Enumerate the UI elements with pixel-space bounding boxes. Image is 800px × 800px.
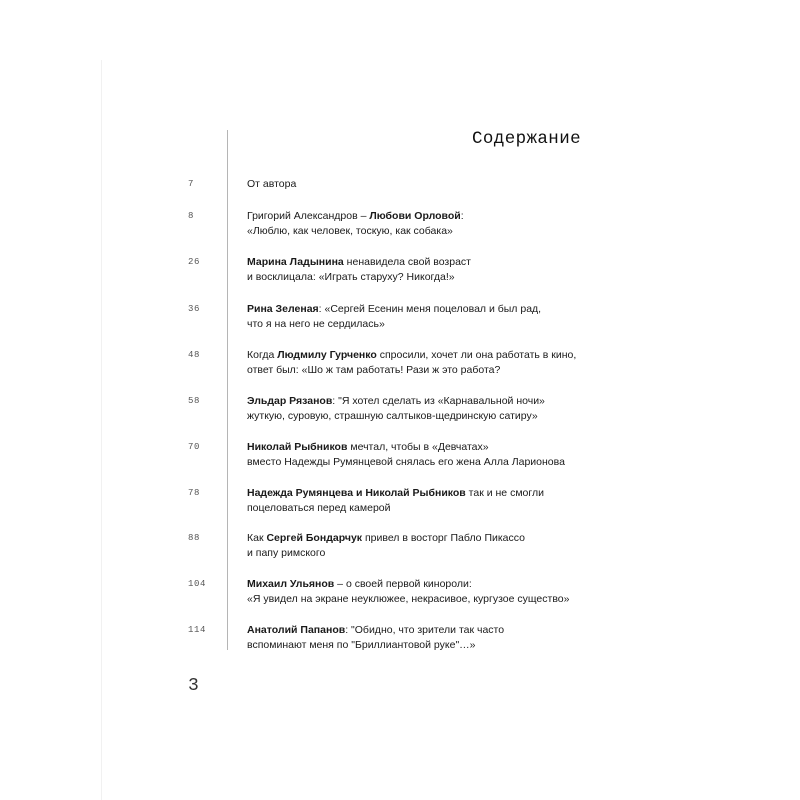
toc-entry-segment: и восклицала: «Играть старуху? Никогда!» xyxy=(247,271,455,283)
toc-entry-line xyxy=(247,440,607,455)
toc-entry-text xyxy=(247,302,607,332)
page-number-folio: 3 xyxy=(188,676,199,696)
toc-entry-line xyxy=(247,486,607,501)
toc-entry-line xyxy=(247,224,607,239)
toc-entry-text xyxy=(247,531,607,561)
toc-entry-segment: мечтал, чтобы в «Девчатах» xyxy=(347,441,489,453)
page-title: Содержание xyxy=(472,129,582,149)
toc-entry-name: Сергей Бондарчук xyxy=(266,532,363,544)
toc-entry-text xyxy=(247,348,607,378)
toc-entry-segment: что я на него не сердилась» xyxy=(247,318,385,330)
toc-page-number: 7 xyxy=(188,179,195,189)
toc-entry-segment: : "Обидно, что зрители так часто xyxy=(345,624,505,636)
toc-entry-segment: спросили, хочет ли она работать в кино, xyxy=(376,349,577,361)
toc-page-number: 48 xyxy=(188,350,201,360)
toc-entry-text xyxy=(247,486,607,516)
toc-entry-segment: «Я увидел на экране неуклюжее, некрасивое, кургузое существо» xyxy=(247,593,570,605)
toc-entry-text xyxy=(247,623,607,653)
toc-entry-line xyxy=(247,363,607,378)
toc-entry-text xyxy=(247,177,607,192)
toc-entry-name: Надежда Румянцева и Николай Рыбников xyxy=(247,487,466,499)
toc-entry-name: Любови Орловой xyxy=(369,210,461,222)
toc-entry-line xyxy=(247,638,607,653)
toc-entry-line xyxy=(247,531,607,546)
toc-entry-segment: «Люблю, как человек, тоскую, как собака» xyxy=(247,225,453,237)
toc-entry-segment: : "Я хотел сделать из «Карнавальной ночи» xyxy=(332,395,545,407)
toc-entry-segment: : «Сергей Есенин меня поцеловал и был рад, xyxy=(318,303,542,315)
toc-entry-line xyxy=(247,546,607,561)
toc-entry-segment: – о своей первой кинороли: xyxy=(334,578,472,590)
toc-page-number: 78 xyxy=(188,488,201,498)
toc-entry-segment: так и не смогли xyxy=(465,487,544,499)
toc-entry-segment: : xyxy=(460,210,464,222)
toc-entry-line xyxy=(247,348,607,363)
toc-entry-line xyxy=(247,255,607,270)
toc-entry-segment: вместо Надежды Румянцевой снялась его жена Алла Ларионова xyxy=(247,456,565,468)
toc-entry-line xyxy=(247,394,607,409)
toc-entry-text xyxy=(247,440,607,470)
toc-entry-line xyxy=(247,209,607,224)
toc-entry-line xyxy=(247,501,607,516)
toc-entry-name: Эльдар Рязанов xyxy=(247,395,333,407)
toc-entry-line xyxy=(247,409,607,424)
toc-entry-name: Людмилу Гурченко xyxy=(277,349,377,361)
toc-entry-segment: Как xyxy=(247,532,267,544)
toc-entry-segment: ответ был: «Шо ж там работать! Рази ж это работа? xyxy=(247,364,501,376)
toc-entry-segment: От автора xyxy=(247,178,297,190)
toc-entry-segment: ненавидела свой возраст xyxy=(343,256,471,268)
toc-entry-line xyxy=(247,592,607,607)
toc-entry-name: Михаил Ульянов xyxy=(247,578,335,590)
toc-page-number: 58 xyxy=(188,396,201,406)
toc-entry-segment: поцеловаться перед камерой xyxy=(247,502,391,514)
toc-entry-line xyxy=(247,317,607,332)
toc-entry-name: Анатолий Папанов xyxy=(247,624,346,636)
toc-entry-text xyxy=(247,577,607,607)
toc-page-number: 36 xyxy=(188,304,201,314)
toc-page-number: 114 xyxy=(188,625,207,635)
toc-entry-segment: жуткую, суровую, страшную салтыков-щедринскую сатиру» xyxy=(247,410,538,422)
toc-entry-name: Рина Зеленая xyxy=(247,303,319,315)
toc-entry-name: Марина Ладынина xyxy=(247,256,344,268)
toc-entry-line xyxy=(247,623,607,638)
toc-entry-line xyxy=(247,177,607,192)
toc-entry-segment: привел в восторг Пабло Пикассо xyxy=(362,532,525,544)
toc-entry-text xyxy=(247,394,607,424)
toc-page-number: 70 xyxy=(188,442,201,452)
toc-page-number: 88 xyxy=(188,533,201,543)
toc-entry-segment: Когда xyxy=(247,349,278,361)
toc-entry-text xyxy=(247,255,607,285)
toc-entry-segment: Григорий Александров – xyxy=(247,210,370,222)
toc-entry-name: Николай Рыбников xyxy=(247,441,348,453)
toc-page-number: 26 xyxy=(188,257,201,267)
toc-page-number: 8 xyxy=(188,211,195,221)
toc-entry-segment: и папу римского xyxy=(247,547,326,559)
toc-entry-text xyxy=(247,209,607,239)
toc-page-number: 104 xyxy=(188,579,207,589)
toc-entry-line xyxy=(247,455,607,470)
toc-entry-line xyxy=(247,577,607,592)
toc-entry-segment: вспоминают меня по "Бриллиантовой руке"…» xyxy=(247,639,476,651)
toc-entry-line xyxy=(247,302,607,317)
toc-entry-line xyxy=(247,270,607,285)
